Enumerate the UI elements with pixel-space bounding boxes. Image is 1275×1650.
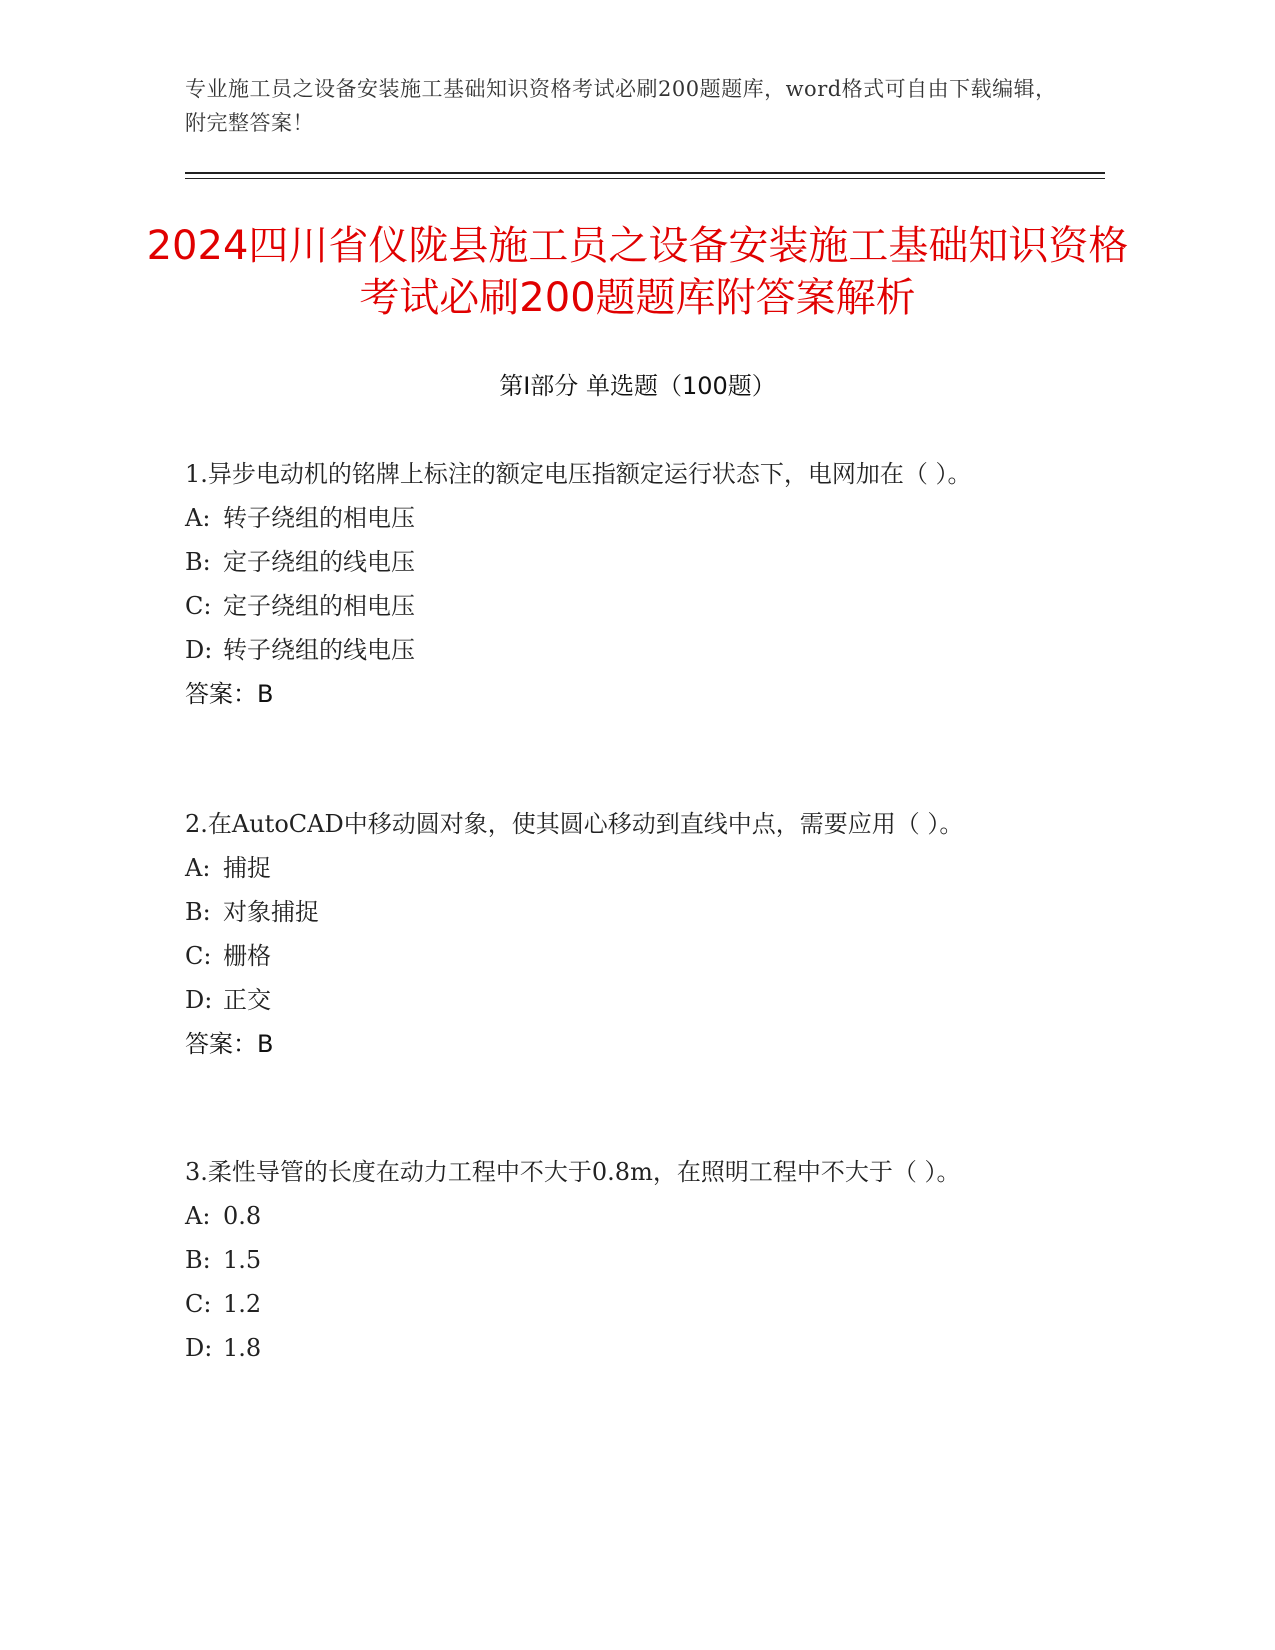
option-c [185,584,1025,628]
option-text: 1.5 [223,1246,262,1274]
option-text: 1.2 [223,1290,262,1318]
option-text: 定子绕组的相电压 [223,592,415,620]
option-text: 定子绕组的线电压 [223,548,415,576]
option-text: 对象捕捉 [223,898,319,926]
option-a [185,496,1025,540]
option-text: 转子绕组的相电压 [223,504,415,532]
option-text: 1.8 [223,1334,262,1362]
option-d [185,628,1025,672]
header-note: 专业施工员之设备安装施工基础知识资格考试必刷200题题库，word格式可自由下载编辑，附完整答案！ [185,77,1057,135]
option-text: 捕捉 [223,854,271,882]
option-letter: C: [185,942,212,970]
option-letter: D: [185,1334,213,1362]
option-letter: B: [185,1246,211,1274]
option-d [185,1326,1025,1370]
option-a [185,846,1025,890]
option-letter: B: [185,898,211,926]
question-stem: 2.在AutoCAD中移动圆对象，使其圆心移动到直线中点，需要应用（ ）。 [185,810,964,838]
option-text: 正交 [223,986,271,1014]
option-text: 转子绕组的线电压 [223,636,415,664]
option-letter: D: [185,986,213,1014]
option-text: 栅格 [223,942,271,970]
question-stem: 3.柔性导管的长度在动力工程中不大于0.8m，在照明工程中不大于（ ）。 [185,1158,961,1186]
answer-line: 答案：B [185,1030,274,1058]
answer-line: 答案：B [185,680,274,708]
option-b [185,1238,1025,1282]
option-letter: A: [185,504,211,532]
question-2 [185,802,1025,1066]
option-d [185,978,1025,1022]
header-rule-thin [185,178,1105,179]
option-c [185,1282,1025,1326]
option-text: 0.8 [223,1202,262,1230]
option-a [185,1194,1025,1238]
question-1 [185,452,1025,716]
question-3 [185,1150,1025,1370]
option-letter: B: [185,548,211,576]
option-c [185,934,1025,978]
option-letter: C: [185,1290,212,1318]
option-b [185,540,1025,584]
option-letter: A: [185,1202,211,1230]
option-letter: D: [185,636,213,664]
question-stem: 1.异步电动机的铭牌上标注的额定电压指额定运行状态下，电网加在（ ）。 [185,460,972,488]
option-letter: A: [185,854,211,882]
header-rule-thick [185,172,1105,174]
document-title: 2024四川省仪陇县施工员之设备安装施工基础知识资格考试必刷200题题库附答案解析 [146,223,1129,321]
section-title: 第Ⅰ部分 单选题（100题） [499,372,776,400]
option-letter: C: [185,592,212,620]
option-b [185,890,1025,934]
